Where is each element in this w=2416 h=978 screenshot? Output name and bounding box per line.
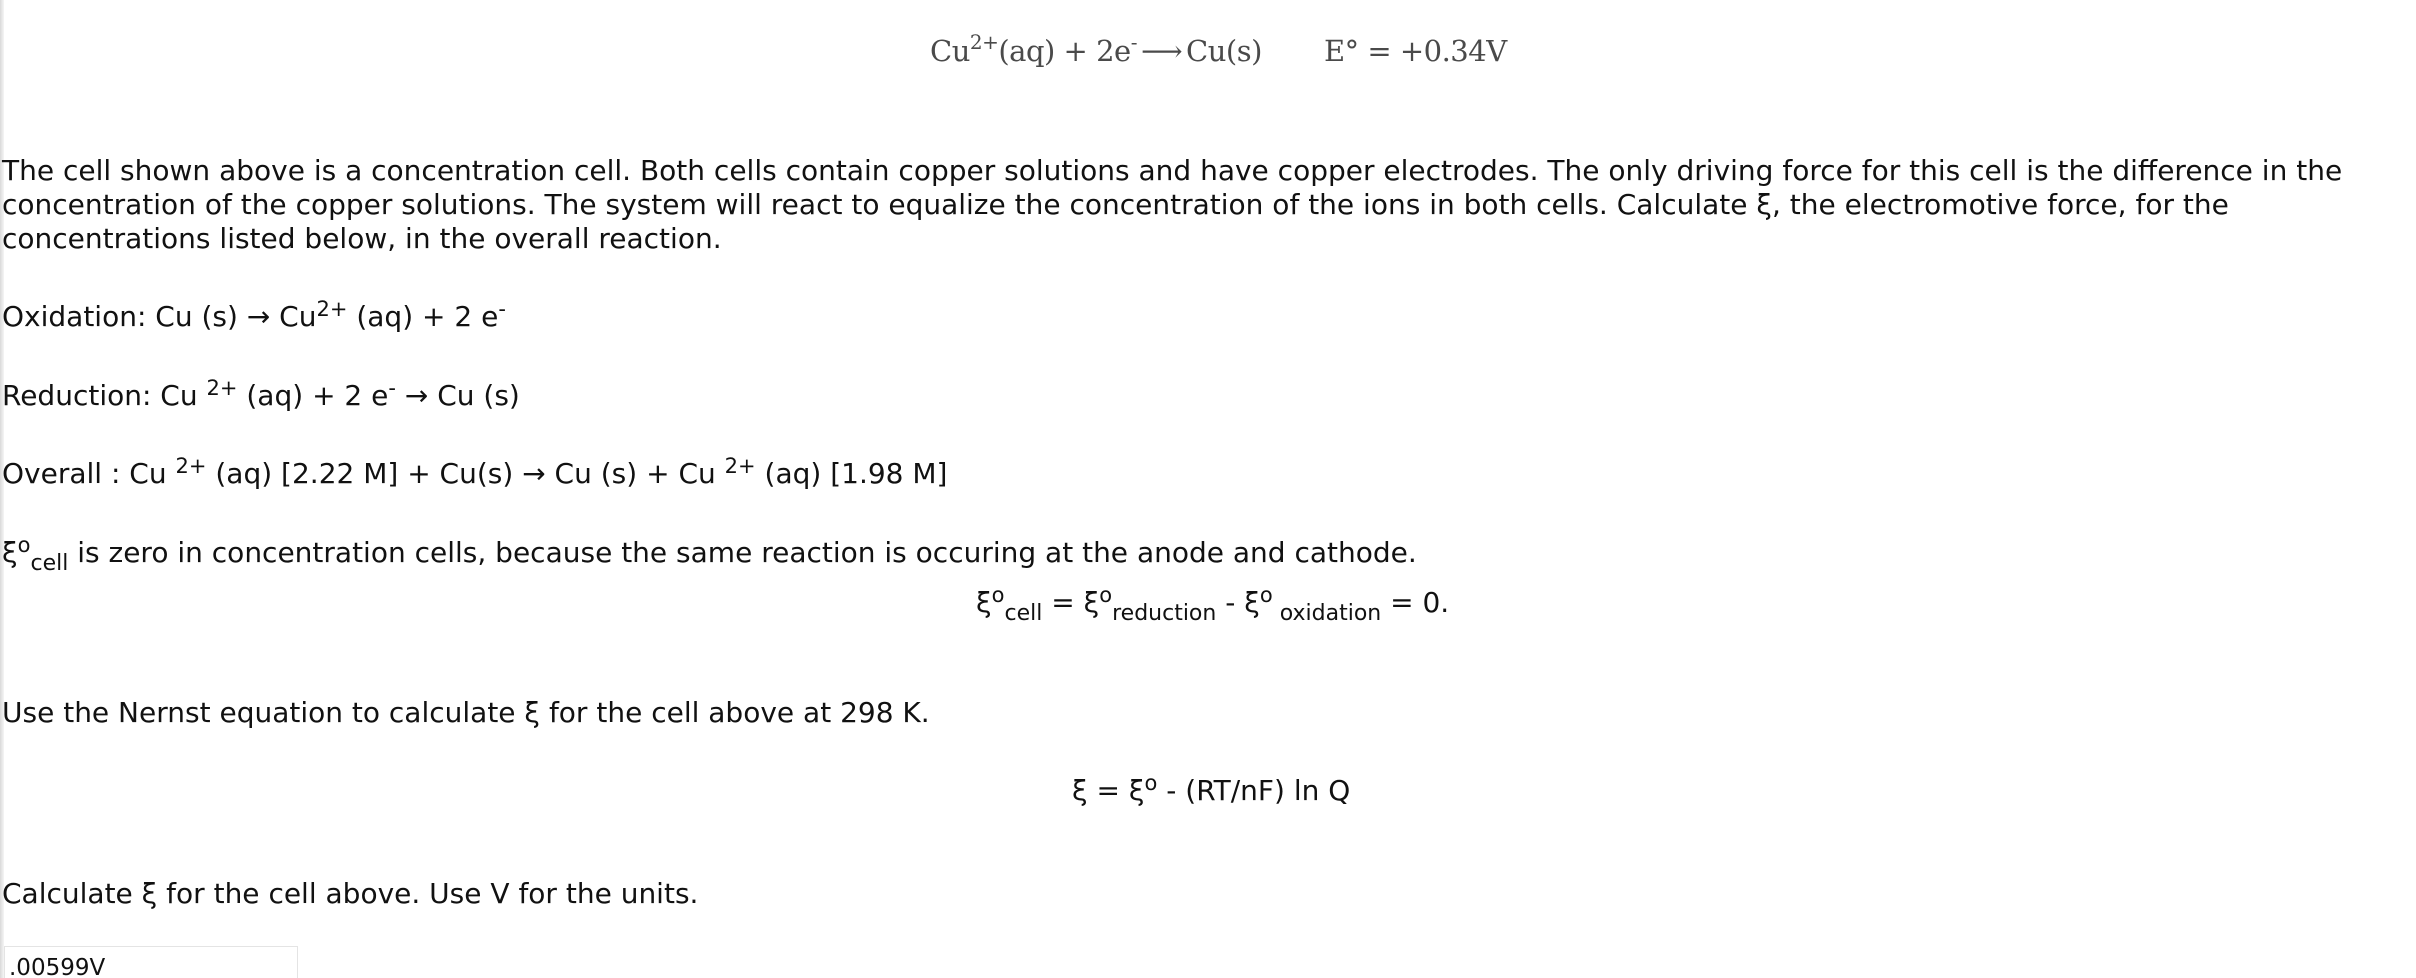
nernst-equation (1072, 771, 1351, 807)
oxidation-suffix: (aq) + 2 e (347, 300, 499, 333)
ecell-note (2, 533, 1417, 576)
overall-charge-2: 2+ (724, 454, 756, 478)
calc-prompt: Calculate ξ for the cell above. Use V for the units. (2, 877, 699, 910)
reduction-prefix: Reduction: Cu (2, 379, 207, 412)
minus-sign: - (1216, 586, 1245, 619)
reaction-reactant-charge: 2+ (969, 30, 999, 54)
nernst-lhs: ξ = ξ (1072, 774, 1145, 807)
overall-prefix: Overall : Cu (2, 457, 176, 490)
xi-symbol: ξ (976, 586, 992, 619)
standard-superscript: o (17, 533, 31, 557)
reduction-charge: 2+ (206, 376, 238, 400)
reduction-suffix: → Cu (s) (395, 379, 520, 412)
xi-symbol: ξ (2, 536, 18, 569)
reduction-line (2, 376, 520, 413)
oxidation-charge: 2+ (316, 297, 348, 321)
cell-subscript: cell (30, 551, 69, 576)
reduction-half-reaction-image (930, 30, 1507, 68)
oxidation-prefix: Oxidation: Cu (s) → Cu (2, 300, 317, 333)
overall-middle: (aq) [2.22 M] + Cu(s) → Cu (s) + Cu (206, 457, 725, 490)
oxidation-electron-charge: - (498, 297, 506, 321)
reaction-electron-charge: - (1130, 30, 1137, 54)
standard-superscript: o (1259, 583, 1273, 607)
reaction-reactant-state: (aq) + 2e (998, 34, 1131, 68)
reaction-product: Cu(s) (1186, 34, 1262, 68)
intro-paragraph: The cell shown above is a concentration cell. Both cells contain copper solutions and have copper electrodes. The only driving force for this cell is the difference in the concentration of the copper solutions. The system will react to equalize the concentration of the ions in both cells. Calculate ξ, the electromotive force, for the concentrations listed below, in the overall reaction. (2, 154, 2343, 255)
overall-suffix: (aq) [1.98 M] (755, 457, 948, 490)
cell-subscript: cell (1004, 601, 1043, 626)
xi-symbol: ξ (1244, 586, 1260, 619)
ecell-equation (976, 583, 1450, 626)
standard-superscript: o (1144, 771, 1158, 795)
xi-symbol: ξ (1083, 586, 1100, 619)
reduction-electron-charge: - (388, 376, 396, 400)
ecell-note-text: is zero in concentration cells, because the same reaction is occuring at the anode and cathode. (68, 536, 1417, 569)
equals-sign: = (1042, 586, 1084, 619)
reaction-reactant: Cu (930, 34, 970, 68)
standard-superscript: o (991, 583, 1005, 607)
reduction-subscript: reduction (1112, 601, 1217, 626)
nernst-prompt: Use the Nernst equation to calculate ξ for the cell above at 298 K. (2, 696, 930, 729)
reaction-arrow: ⟶ (1140, 34, 1183, 68)
overall-charge-1: 2+ (175, 454, 207, 478)
equation-result: = 0. (1381, 586, 1450, 619)
nernst-rhs: - (RT/nF) ln Q (1157, 774, 1351, 807)
oxidation-line (2, 297, 506, 334)
reduction-middle: (aq) + 2 e (237, 379, 389, 412)
standard-superscript: o (1099, 583, 1113, 607)
standard-potential: E° = +0.34V (1323, 34, 1507, 68)
oxidation-subscript: oxidation (1272, 601, 1382, 626)
overall-line (2, 454, 948, 491)
answer-input[interactable]: .00599V (4, 946, 298, 978)
